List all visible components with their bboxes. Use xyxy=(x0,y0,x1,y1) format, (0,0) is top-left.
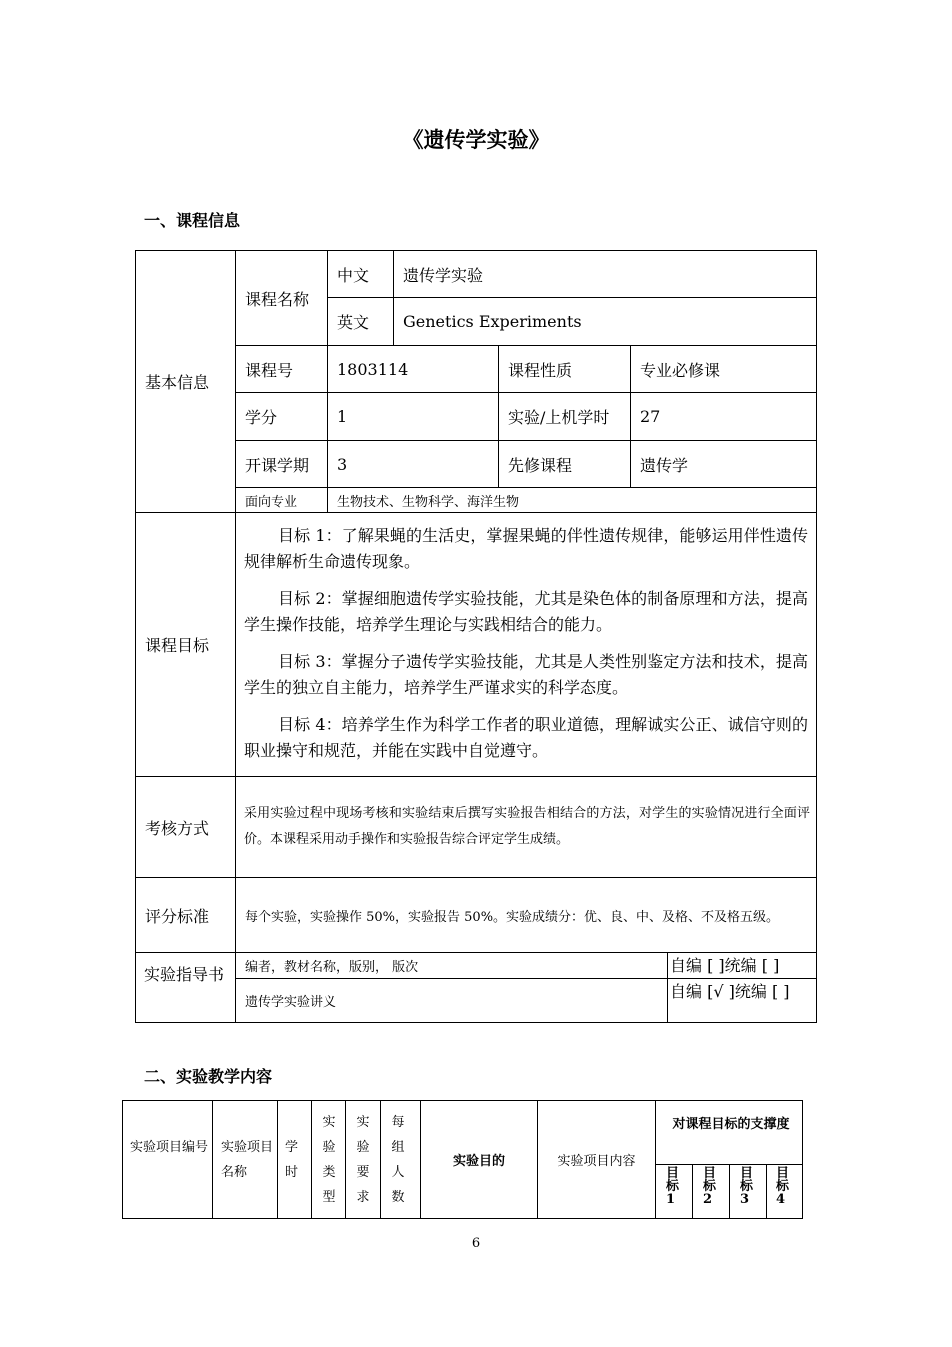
guide-header-type: 自编 [ ]统编 [ ] xyxy=(670,956,780,975)
section-course-info-heading: 一、课程信息 xyxy=(144,211,241,230)
english-course-name: Genetics Experiments xyxy=(403,312,582,331)
col-support: 对课程目标的支撑度 xyxy=(672,1117,790,1132)
col-target-2: 目标2 xyxy=(703,1166,717,1207)
guide-book-type: 自编 [√ ]统编 [ ] xyxy=(670,982,790,1001)
col-hours: 学时 xyxy=(285,1140,299,1180)
section-content-heading: 二、实验教学内容 xyxy=(144,1067,273,1086)
page-number: 6 xyxy=(471,1236,481,1251)
assessment-label: 考核方式 xyxy=(145,818,210,838)
document-title: 《遗传学实验》 xyxy=(402,127,550,152)
basic-info-label: 基本信息 xyxy=(145,373,210,392)
objectives-label: 课程目标 xyxy=(145,636,210,655)
col-requirement: 实验要求 xyxy=(356,1115,370,1205)
assessment-text: 采用实验过程中现场考核和实验结束后撰写实验报告相结合的方法，对学生的实验情况进行全面评价。本课程采用动手操作和实验报告综合评定学生成绩。 xyxy=(244,806,810,847)
major-value: 生物技术、生物科学、海洋生物 xyxy=(337,494,520,510)
grading-text: 每个实验，实验操作 50%，实验报告 50%。实验成绩分：优、良、中、及格、不及格五级。 xyxy=(245,909,780,925)
objective-3: 目标 3：掌握分子遗传学实验技能，尤其是人类性别鉴定方法和技术，提高学生的独立自主能力，培养学生严谨求实的科学态度。 xyxy=(244,652,808,697)
objective-2: 目标 2：掌握细胞遗传学实验技能，尤其是染色体的制备原理和方法，提高学生操作技能，培养学生理论与实践相结合的能力。 xyxy=(244,589,808,634)
objective-4: 目标 4：培养学生作为科学工作者的职业道德，理解诚实公正、诚信守则的职业操守和规范，并能在实践中自觉遵守。 xyxy=(244,715,808,760)
english-label: 英文 xyxy=(337,313,370,332)
credit-label: 学分 xyxy=(245,408,278,427)
chinese-label: 中文 xyxy=(337,265,370,285)
major-label: 面向专业 xyxy=(245,494,298,510)
course-nature-label: 课程性质 xyxy=(508,360,573,380)
guide-book-name: 遗传学实验讲义 xyxy=(245,995,337,1010)
lab-hours-value: 27 xyxy=(640,407,661,426)
semester-label: 开课学期 xyxy=(245,455,310,475)
col-target-4: 目标4 xyxy=(776,1166,790,1207)
course-name-label: 课程名称 xyxy=(245,289,310,309)
guide-header: 编者，教材名称，版别， 版次 xyxy=(245,960,419,975)
col-project-id: 实验项目编号 xyxy=(130,1140,209,1155)
grading-label: 评分标准 xyxy=(145,906,210,926)
col-type: 实验类型 xyxy=(322,1115,336,1205)
col-purpose: 实验目的 xyxy=(452,1154,505,1169)
chinese-course-name: 遗传学实验 xyxy=(403,265,484,285)
col-content: 实验项目内容 xyxy=(557,1154,636,1169)
lab-hours-label: 实验/上机学时 xyxy=(508,408,610,427)
course-no-value: 1803114 xyxy=(337,359,409,379)
prereq-label: 先修课程 xyxy=(508,455,573,475)
col-project-name: 实验项目名称 xyxy=(221,1140,274,1180)
semester-value: 3 xyxy=(337,454,348,474)
course-nature-value: 专业必修课 xyxy=(640,360,721,380)
prereq-value: 遗传学 xyxy=(640,455,689,475)
col-target-3: 目标3 xyxy=(740,1166,754,1207)
col-target-1: 目标1 xyxy=(666,1166,680,1207)
objective-1: 目标 1：了解果蝇的生活史，掌握果蝇的伴性遗传规律，能够运用伴性遗传规律解析生命遗传现象。 xyxy=(244,526,808,571)
guide-label: 实验指导书 xyxy=(144,965,225,984)
col-group-size: 每组人数 xyxy=(391,1115,405,1205)
course-no-label: 课程号 xyxy=(245,360,294,380)
credit-value: 1 xyxy=(337,407,348,426)
